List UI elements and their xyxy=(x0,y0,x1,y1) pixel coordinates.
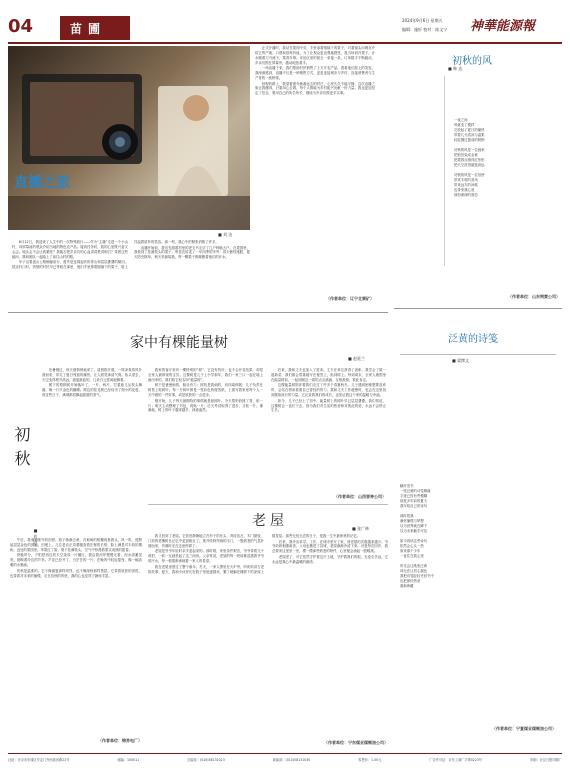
article4-signature: （作者单位：宁东煤业煤制油公司） xyxy=(324,740,388,745)
article4-body xyxy=(148,534,388,744)
poem2-title-rule xyxy=(400,354,556,355)
poem2-line: 如今再读这些诗句 xyxy=(400,539,428,543)
article1-paragraph: 直播开始前，我们先跟着村里的老支书走访了几户种植大户。在果园里，我看到了挂满枝头的果子，听老农讲述了一年四季的辛劳：春天修枝施肥，夏天防虫除草，秋天采摘装箱，每一颗果子都凝聚着他们的汗水。 xyxy=(134,245,250,260)
poem1-line: 轻轻拂过窗前的树梢 xyxy=(454,138,485,142)
article3-title: 初秋 xyxy=(12,426,31,474)
poem2-line: 却无法让初心褪色 xyxy=(400,569,428,573)
article4-paragraph: 老屋老了，可它依然守护着这片土地，守护着我们的根。无论走多远，它永远是我心中最温暖的港湾。 xyxy=(272,554,388,564)
poem2-line: 翻开旧书 xyxy=(400,484,414,488)
poem1-line: 带着几分清凉与温柔 xyxy=(454,133,485,137)
poem2-line: 满怀憧憬与梦想 xyxy=(400,519,424,523)
poem2-line: 原来那个少年 xyxy=(400,549,421,553)
poem1-lines xyxy=(454,118,560,198)
article1-paragraph: 车子沿着盘山公路蜿蜒前行，窗外是连绵起伏的青山和层层叠叠的梯田。抵达村口时，热情的村民早已等候在那里，他们手里捧着刚摘下的果子，脸上洋溢着质朴的笑容。那一刻，我心中的紧张消散了许多。 xyxy=(12,240,219,270)
poem1-line: 也带来我心底 xyxy=(454,188,475,192)
footer-news-phone: 新闻部：(010)58131030 xyxy=(272,758,311,762)
poem2-line: 以为未来触手可及 xyxy=(400,529,428,533)
article2-paragraph: 树干是爸爸画的，粗壮有力；树枝是我画的，向四周伸展；儿子负责在树枝上贴树叶。每一片树叶都是一张彩色的便签纸，上面写着家里每个人一天中做的一件好事，或是收获的一点进步。 xyxy=(148,383,263,398)
footer-info xyxy=(8,757,562,762)
poem2-line: 依然会心头一热 xyxy=(400,544,424,548)
article2-paragraph: 这棵能量树陪伴着我们走过了许多个春夏秋冬。儿子遇到困难想要放弃时，会站在树前看看自己曾经的努力；我和丈夫工作疲惫时，也会在这里找到继续前行的力量。它记录着我们的成长，也见证着这个家的温暖与幸福。 xyxy=(271,383,386,398)
poem1-signature: （作者单位：山东朔黄公司） xyxy=(508,294,560,299)
poem2-line: 一直住在我心里 xyxy=(400,554,424,558)
footer-address: 社址：北京市东城区安定门外西滨河路22号 xyxy=(8,758,70,762)
article1-paragraph: 回程的路上，我望着窗外渐渐远去的村庄，心里久久不能平静。这次直播之旅让我懂得，只要用心去做，每个人都能为乡村振兴贡献一份力量。我也更加坚定了信念，要用自己的所学所长，继续为乡亲们做更多实事。 xyxy=(255,81,375,96)
footer-rule xyxy=(8,753,562,754)
article3-paragraph: 楼下的梧桐树开始落叶了，一片、两片，打着旋儿从枝头飘落，像一只只金色的蝴蝶。路边的桂花树已经结出了细小的花苞，再过些日子，满城都将飘起甜甜的香气。 xyxy=(42,383,142,398)
article2-paragraph: 后来，我和丈夫也加入了进来。丈夫在单位获得了表彰，我学会了做一道新菜，我们都会郑重地写在便签上，贴到树上。每到周末，全家人就围坐在能量树前，一起回顾这一周的点点滴滴，互相鼓励，彼此肯定。 xyxy=(271,368,386,382)
article1-paragraph: 一场直播下来，我们帮助村民销售了上万斤农产品。看着他们脸上的笑容，我深深感到，直播不仅是一种销售方式，更是连接城市与乡村、连接消费者与生产者的一座桥梁。 xyxy=(255,66,375,81)
poem1-author: ■ 韩 达 xyxy=(448,66,463,71)
article1-paragraph: 6月12日，我迎来了人生中的一次特殊旅行——作为“主播”走进一个小山村，向屏幕前的观众介绍当地的特色农产品。接到任务时，我的心里既兴奋又忐忑。镜头会不会让我紧张？我能否把乡亲们的心血讲清楚讲明白？带着这些疑问，我和团队一起踏上了前往山村的路。 xyxy=(12,240,128,259)
poem1-line: 把果园点缀得红彤彤 xyxy=(454,158,485,162)
poem1-line: 一夜之间 xyxy=(454,118,468,122)
article1-body-continued xyxy=(255,46,375,264)
article4-paragraph: 我在老屋里度过了整个童年。冬天，一家人围坐在火炉旁，听奶奶讲古老的故事；夏天，我和小伙伴们在院子里追逐嬉戏，累了就躺在槐树下的凉席上数星星。那些无忧无虑的日子，是我一生中最珍贵的记忆。 xyxy=(148,534,361,574)
poem1-title: 初秋的风 xyxy=(452,56,492,67)
header-rule xyxy=(8,42,562,44)
article3-column xyxy=(8,368,144,748)
article1-paragraph: 正式开播时，我站在果园中央，手里拿着刚摘下的果子，对着镜头向网友介绍它的产地、口感和营养价值。为了让观众更直观地感受，我当场切开果子，汁水顺着刀刃流下，果香扑鼻。评论区里的留言一条接一条，订单数字不断跳动，乡亲们围在屏幕旁，激动地拍着手。 xyxy=(255,46,375,65)
footer-postcode: 邮编：100011 xyxy=(117,758,140,762)
article3-paragraph: 初秋是温柔的，它不像盛夏那样炽烈，也不像深秋那样萧瑟。它带着收获的喜悦，也带着对未来的憧憬。走在初秋的风里，我的心也变得宁静而丰盈。 xyxy=(10,568,142,578)
poem2-top-rule xyxy=(394,308,562,309)
poem2-line: 一张泛黄的诗笺飘落 xyxy=(400,489,431,493)
article2-bottom-rule xyxy=(148,504,388,505)
poem2-line: 那时的我 xyxy=(400,514,414,518)
poem1-column xyxy=(394,46,562,304)
footer-price: 零售价：1.00元 xyxy=(358,758,382,762)
article3-body xyxy=(42,368,142,530)
poem2-title: 泛黄的诗笺 xyxy=(448,334,498,345)
poem2-line: 我把诗笺轻轻夹回书中 xyxy=(400,574,434,578)
article3-body-continued xyxy=(10,538,142,734)
footer-ad-license: 广告许可证：京东工商广字第0223号 xyxy=(429,758,483,762)
poem2-line: 时光会让纸张泛黄 xyxy=(400,564,428,568)
livestream-photo xyxy=(8,46,250,230)
editors-line: 编辑：施忻 校对：陈文宁 xyxy=(402,27,448,32)
poem2-lines xyxy=(400,484,556,589)
article3-paragraph: 处暑刚过，秋天便悄悄地来了。清晨推开窗，一阵凉爽的风扑面而来，带走了夏日残留的燥热，让人顿觉神清气爽。抬头望去，天空变得格外高远，湛蓝湛蓝的，几朵白云悠闲地飘着。 xyxy=(42,368,142,382)
article2-paragraph: 我家的客厅里有一棵特别的“树”，它没有枝叶，也不会开花结果，却是全家人最珍视的宝贝。这棵树是儿子上小学那年，我们一家三口一起在墙上画出来的，我们给它取名叫“能量树”。 xyxy=(148,368,263,382)
livestream-scene-illustration xyxy=(8,46,250,230)
masthead-logo: 神華能源報 xyxy=(470,19,536,34)
article2-top-rule xyxy=(8,312,388,313)
article3-paragraph: 傍晚时分，夕阳把西边的天空染成一片橘红。我沿着河岸慢慢走着，河水清澈见底，倒映着岸边的芦苇。芦花已经开了，白茫茫的一片，在晚风中轻轻摇曳，像一幅淡雅的水墨画。 xyxy=(10,553,142,568)
article4-paragraph: 后来，我外出求学、工作，在城市里安了家，回老屋的次数越来越少。爷爷奶奶相继离世，父母也搬进了县城，老屋渐渐冷清下来。可是每次回乡，我总要来这里坐一坐，摸一摸那些熟悉的物件，心里便会涌起一股暖流。 xyxy=(272,539,388,554)
article2-signature: （作者单位：山西晋神公司） xyxy=(334,494,386,499)
issue-date: 2024年9月6日 星期五 xyxy=(402,18,443,23)
article2-paragraph: 如今，儿子已经上了初中，能量树上的树叶早已层层叠叠。我们常说，这棵树会一直长下去，因为我们对生活的热爱和对彼此的爱，永远不会停止生长。 xyxy=(271,398,386,413)
footer-editorial-phone: 总编室：(010)58131023 xyxy=(187,758,225,762)
article3-signature: （作者单位：锦界电厂） xyxy=(98,738,142,743)
poem2-signature: （作者单位：宁夏煤业煤制油公司） xyxy=(492,726,556,731)
poem2-line: 那是多年前的夏天 xyxy=(400,499,428,503)
poem1-line: 把天空洗得湛蓝高远 xyxy=(454,163,485,167)
poem1-line: 带来丰收的喜讯 xyxy=(454,178,478,182)
page-number: 04 xyxy=(8,16,34,37)
article3-author: ■ 刘凤军 xyxy=(33,528,38,547)
article4-paragraph: 老屋是爷爷年轻时亲手盖起来的。那时候，家里条件艰苦，爷爷带着几个叔伯，一砖一瓦地垒起了这三间房。父亲常说，老屋的每一块砖都浸透着爷爷的汗水，每一根梁都承载着一家人的希望。 xyxy=(148,549,264,564)
poem1-line: 风就变了模样 xyxy=(454,123,475,127)
poem2-line: 字迹已经有些模糊 xyxy=(400,494,428,498)
article3-paragraph: 午后，我来到郊外的田野。稻子渐渐泛黄，沉甸甸的稻穗低垂着头，风一吹，便掀起层层金色的波浪。田埂上，几位老农正弯着腰查看庄稼的长势，脸上满是对丰收的期盼。远处的果园里，苹果红了脸，梨子挂满枝头，空气中弥漫着果实成熟的甜香。 xyxy=(10,538,142,552)
poem2-line: 重新珍藏 xyxy=(400,584,414,588)
poem2-author: ■ 梁博文 xyxy=(452,358,470,363)
section-title: 苗圃 xyxy=(70,22,107,36)
article1-signature: （作者单位：辽宁北票矿） xyxy=(326,296,374,301)
poem1-line: 初秋的风是一位画家 xyxy=(454,148,485,152)
poem2-line: 我写给自己的诗句 xyxy=(400,504,428,508)
article4-title: 老屋 xyxy=(252,513,288,529)
article4-paragraph: 我又回到了老屋。它依旧静静地立在村子的东头，青砖灰瓦，木门斑驳，门前的老槐树比记忆中更加粗壮了。推开吱呀作响的木门，一股熟悉的气息扑面而来，仿佛时光在这里停滞了。 xyxy=(148,534,264,548)
poem1-line: 把稻田染成金黄 xyxy=(454,153,478,157)
article2-author: ■ 赵延兰 xyxy=(348,356,366,361)
article4-author: ■ 张广林 xyxy=(352,526,370,531)
poem2-line: 也把那份热爱 xyxy=(400,579,421,583)
article2-title: 家中有棵能量树 xyxy=(130,335,228,351)
article2-paragraph: 刚开始，儿子每天最期待的事情就是贴树叶。今天帮奶奶捶了背，贴一片；明天主动整理了书包，再贴一片；后天考试取得了进步，又贴一片。渐渐地，树上的叶子越来越多，绿意盎然。 xyxy=(148,398,263,413)
article1-body xyxy=(12,240,250,296)
article2-body xyxy=(148,368,386,494)
poem1-line: 带来远方的问候 xyxy=(454,183,478,187)
poem2-line: 以为世界就在脚下 xyxy=(400,524,428,528)
page-header xyxy=(0,0,570,47)
poem1-line: 初秋的风是一位信使 xyxy=(454,173,485,177)
footer-printer: 印刷：北京日报印刷厂 xyxy=(530,758,562,762)
poem1-vertical-rule xyxy=(444,76,445,266)
poem1-line: 它收起了夏日的燥热 xyxy=(454,128,485,132)
poem2-column xyxy=(394,308,562,748)
article1-title: 直播之旅 xyxy=(14,175,70,191)
article1-author: ■ 刘 洁 xyxy=(218,232,233,237)
poem1-line: 那份深深的眷恋 xyxy=(454,193,478,197)
